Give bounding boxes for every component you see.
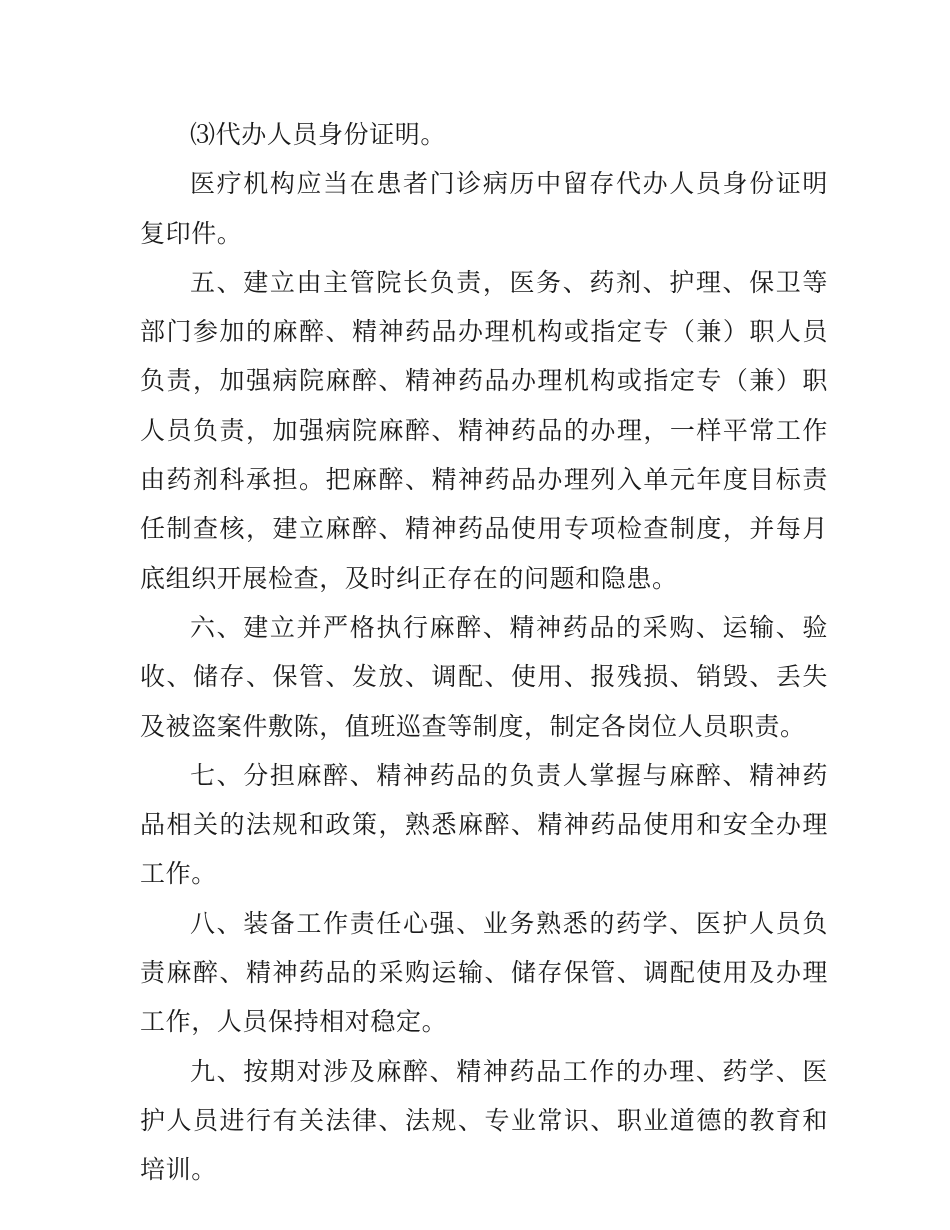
paragraph-item-6: 六、建立并严格执行麻醉、精神药品的采购、运输、验收、储存、保管、发放、调配、使用、报残损、销毁、丢失及被盗案件敷陈，值班巡查等制度，制定各岗位人员职责。 (140, 612, 828, 741)
paragraph-record-keeping: 医疗机构应当在患者门诊病历中留存代办人员身份证明复印件。 (140, 169, 828, 248)
paragraph-item-8: 八、装备工作责任心强、业务熟悉的药学、医护人员负责麻醉、精神药品的采购运输、储存保管、调配使用及办理工作，人员保持相对稳定。 (140, 908, 828, 1037)
paragraph-item-9: 九、按期对涉及麻醉、精神药品工作的办理、药学、医护人员进行有关法律、法规、专业常识、职业道德的教育和培训。 (140, 1056, 828, 1185)
paragraph-item-7: 七、分担麻醉、精神药品的负责人掌握与麻醉、精神药品相关的法规和政策，熟悉麻醉、精神药品使用和安全办理工作。 (140, 760, 828, 889)
paragraph-agent-id: ⑶代办人员身份证明。 (190, 120, 447, 149)
paragraph-item-5: 五、建立由主管院长负责，医务、药剂、护理、保卫等部门参加的麻醉、精神药品办理机构或指定专（兼）职人员负责，加强病院麻醉、精神药品办理机构或指定专（兼）职人员负责，加强病院麻醉、精神药品的办理，一样平常工作由药剂科承担。把麻醉、精神药品办理列入单元年度目标责任制查核，建立麻醉、精神药品使用专项检查制度，并每月底组织开展检查，及时纠正存在的问题和隐患。 (140, 267, 828, 593)
document-body (140, 110, 828, 1195)
